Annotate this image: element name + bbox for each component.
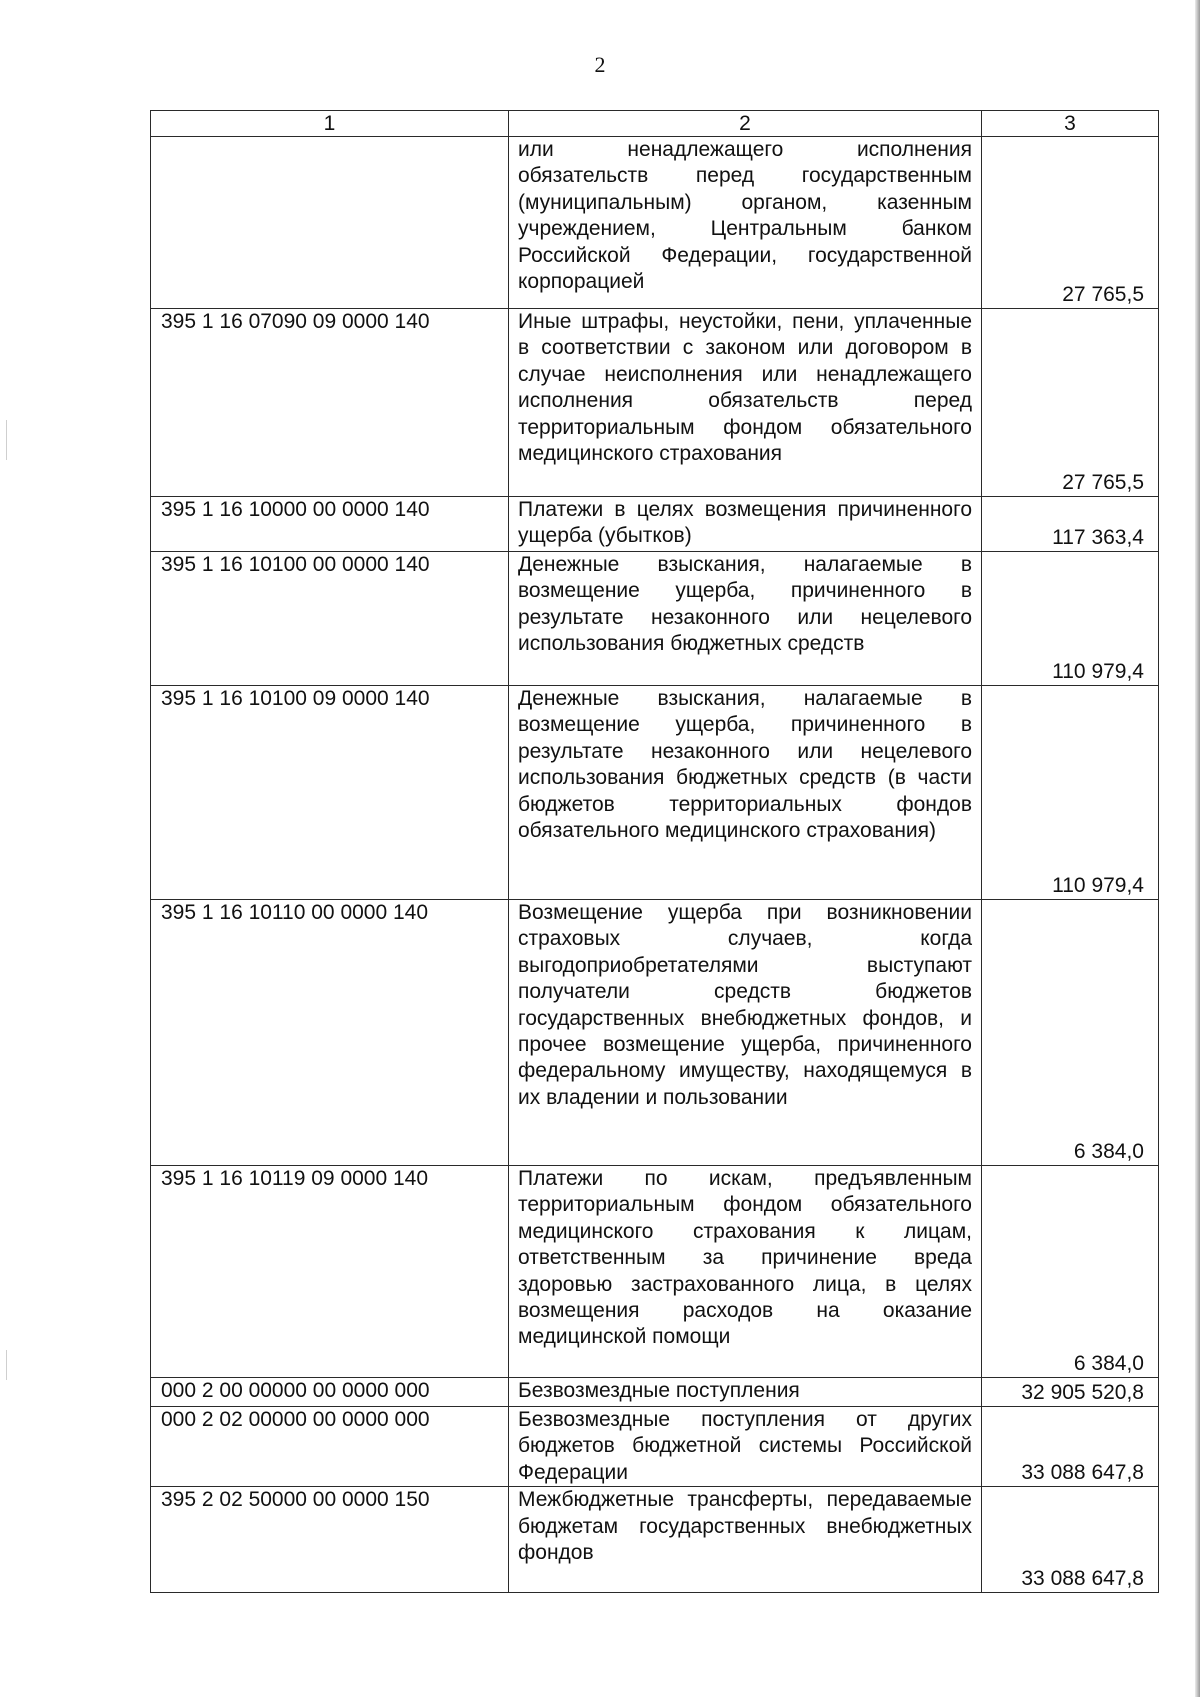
table-row: [151, 1487, 1159, 1593]
revenue-amount: 27 765,5: [982, 309, 1159, 497]
table-row: [151, 1407, 1159, 1487]
scan-margin-mark: [6, 1350, 7, 1380]
table-row: [151, 1378, 1159, 1407]
budget-code: 395 1 16 10000 00 0000 140: [151, 497, 509, 552]
revenue-description: Безвозмездные поступления от других бюджетов бюджетной системы Российской Федерации: [509, 1407, 982, 1487]
revenue-amount: 33 088 647,8: [982, 1487, 1159, 1593]
revenue-description: Платежи по искам, предъявленным территориальным фондом обязательного медицинского страхования к лицам, ответственным за причинение вреда здоровью застрахованного лица, в целях возмещения расходов на оказание медицинской помощи: [509, 1166, 982, 1378]
budget-code: [151, 137, 509, 309]
table-row: [151, 1166, 1159, 1378]
budget-code: 000 2 00 00000 00 0000 000: [151, 1378, 509, 1407]
revenue-amount: 117 363,4: [982, 497, 1159, 552]
page-number: 2: [594, 52, 606, 77]
table-row: [151, 900, 1159, 1166]
revenue-amount: 6 384,0: [982, 1166, 1159, 1378]
budget-code: 395 1 16 07090 09 0000 140: [151, 309, 509, 497]
column-header-2: 2: [509, 111, 982, 137]
budget-code: 395 1 16 10100 00 0000 140: [151, 552, 509, 686]
budget-code: 395 1 16 10119 09 0000 140: [151, 1166, 509, 1378]
budget-code: 395 2 02 50000 00 0000 150: [151, 1487, 509, 1593]
revenue-description: Платежи в целях возмещения причиненного ущерба (убытков): [509, 497, 982, 552]
scan-page-edge: [1195, 0, 1200, 1697]
revenue-table: [150, 110, 1159, 1593]
column-header-1: 1: [151, 111, 509, 137]
revenue-amount: 33 088 647,8: [982, 1407, 1159, 1487]
revenue-description: Межбюджетные трансферты, передаваемые бюджетам государственных внебюджетных фондов: [509, 1487, 982, 1593]
table-row: [151, 309, 1159, 497]
table-row: [151, 137, 1159, 309]
revenue-amount: 6 384,0: [982, 900, 1159, 1166]
budget-code: 395 1 16 10100 09 0000 140: [151, 686, 509, 900]
revenue-description: Денежные взыскания, налагаемые в возмещение ущерба, причиненного в результате незаконного или нецелевого использования бюджетных средств (в части бюджетов территориальных фондов обязательного медицинского страхования): [509, 686, 982, 900]
revenue-description: или ненадлежащего исполнения обязательств перед государственным (муниципальным) органом, казенным учреждением, Центральным банком Российской Федерации, государственной корпорацией: [509, 137, 982, 309]
revenue-description: Иные штрафы, неустойки, пени, уплаченные в соответствии с законом или договором в случае неисполнения или ненадлежащего исполнения обязательств перед территориальным фондом обязательного медицинского страхования: [509, 309, 982, 497]
table-row: [151, 686, 1159, 900]
budget-code: 395 1 16 10110 00 0000 140: [151, 900, 509, 1166]
revenue-description: Безвозмездные поступления: [509, 1378, 982, 1407]
scan-margin-mark: [6, 420, 7, 460]
revenue-amount: 32 905 520,8: [982, 1378, 1159, 1407]
revenue-amount: 110 979,4: [982, 552, 1159, 686]
budget-code: 000 2 02 00000 00 0000 000: [151, 1407, 509, 1487]
table-row: [151, 497, 1159, 552]
revenue-description: Возмещение ущерба при возникновении страховых случаев, когда выгодоприобретателями выступают получатели средств бюджетов государственных внебюджетных фондов, и прочее возмещение ущерба, причиненного федеральному имуществу, находящемуся в их владении и пользовании: [509, 900, 982, 1166]
revenue-amount: 110 979,4: [982, 686, 1159, 900]
revenue-description: Денежные взыскания, налагаемые в возмещение ущерба, причиненного в результате незаконного или нецелевого использования бюджетных средств: [509, 552, 982, 686]
column-header-3: 3: [982, 111, 1159, 137]
table-row: [151, 552, 1159, 686]
table-header-row: [151, 111, 1159, 137]
revenue-amount: 27 765,5: [982, 137, 1159, 309]
